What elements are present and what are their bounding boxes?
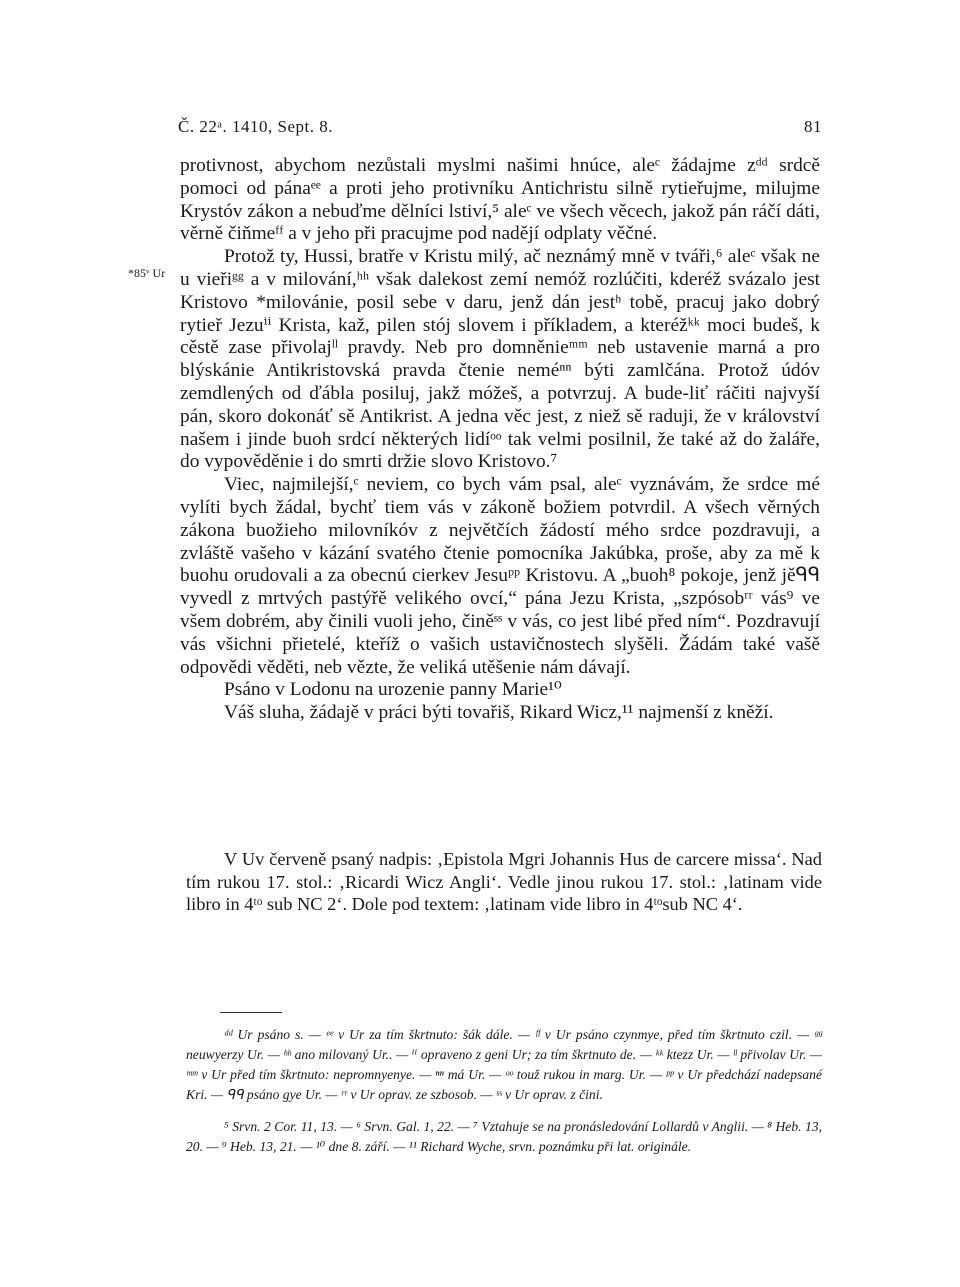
footnote-variants-text: ᵈᵈ Ur psáno s. — ᵉᵉ v Ur za tím škrtnuto: šák dále. — ᶠᶠ v Ur psáno czynmye, před tím škrtnuto czil. — ᵍᵍ neuwyerzy Ur. — ʰʰ ano milovaný Ur.. — ⁱⁱ opraveno z geni Ur; za tím škrtnuto de. — ᵏᵏ ktezz Ur. — ˡˡ přivolav Ur. — ᵐᵐ v Ur před tím škrtnuto: nepromnyenye. — ⁿⁿ má Ur. — ᵒᵒ touž rukou in marg. Ur. — ᵖᵖ v Ur předchází nadepsané Kri. — ᑫᑫ psáno gye Ur. — ʳʳ v Ur oprav. ze szbosob. — ˢˢ v Ur oprav. z čini. xyxy=(186,1027,822,1102)
paragraph-5: Váš sluha, žádajě v práci býti tovařiš, Rikard Wicz,¹¹ najmenší z kněží. xyxy=(224,702,774,724)
paragraph-2: Protož ty, Hussi, bratře v Kristu milý, ač neznámý mně v tváři,⁶ aleᶜ však ne u vieřiᵍᵍ a v milování,ʰʰ však dalekost zemí nemóž rozlúčiti, kderéž svázalo jest Kristovo *milovánie, posil sebe v daru, jenž dán jestʰ tobě, pracuj jako dobrý rytieř Jezuⁱⁱ Krista, kaž, pilen stój slovem i příkladem, a kteréžᵏᵏ moci budeš, k cěstě zase přivolajˡˡ pravdy. Neb pro domněnieᵐᵐ neb ustavenie marná a pro blýskánie Antikristovská pravda čtenie neméⁿⁿ býti zamlčána. Protož údóv zemdlených od ďábla posiluj, jakž móžeš, a potvrzuj. A bude-liť ráčiti najvyší pán, skoro dokonáť sě Antikrist. A jedna věc jest, z niež sě raduji, že v království našem i jinde buoh srdcí některých lidíᵒᵒ tak velmi posilnil, že také až do žaláře, do vypověděnie i do smrti držie slovo Kristovo.⁷ xyxy=(180,246,820,473)
editorial-note xyxy=(186,848,822,916)
footnote-divider xyxy=(220,1012,282,1013)
footnotes-sources xyxy=(186,1117,822,1157)
paragraph-4: Psáno v Lodonu na urozenie panny Marie¹⁰ xyxy=(224,679,562,701)
margin-note: *85ᵛ Ur xyxy=(128,266,166,280)
paragraph-3: Viec, najmilejší,ᶜ neviem, co bych vám psal, aleᶜ vyznávám, že srdce mé vylíti bych žádal, bychť tiem vás v zákoně božiem potvrdil. A všech věrných zákona buožieho milovníkóv z největčích žádostí mého srdce pozdravuji, a zvláště vašeho v kázání svatého čtenie pomocníka Jakúbka, proše, aby za mě k buohu orudovali a za obecnú cierkev Jesuᵖᵖ Kristovu. A „buoh⁸ pokoje, jenž jěᑫᑫ vyvedl z mrtvých pastýřě velikého ovcí,“ pána Jezu Krista, „szpósobʳʳ vás⁹ ve všem dobrém, aby činili vuoli jeho, činěˢˢ v vás, co jest libé před ním“. Pozdravují vás všichni přietelé, kteříž o vašich ustavičnostech slyšěli. Žádám také vašě odpovědi věděti, neb vězte, že veliká utěšenie nám dávají. xyxy=(180,474,820,678)
editorial-note-text: V Uv červeně psaný nadpis: ‚Epistola Mgri Johannis Hus de carcere missa‘. Nad tím rukou 17. stol.: ‚Ricardi Wicz Angli‘. Vedle jinou rukou 17. stol.: ‚latinam vide libro in 4ᵗᵒ sub NC 2‘. Dole pod textem: ‚latinam vide libro in 4ᵗᵒsub NC 4‘. xyxy=(186,849,822,915)
main-text xyxy=(180,155,820,725)
header-title: Č. 22ᵃ. 1410, Sept. 8. xyxy=(178,117,333,136)
page-number: 81 xyxy=(804,117,822,136)
footnotes-variants xyxy=(186,1025,822,1105)
paragraph-1: protivnost, abychom nezůstali myslmi našimi hnúce, aleᶜ žádajme zᵈᵈ srdcě pomoci od pánaᵉᵉ a proti jeho protivníku Antichristu silně rytieřujme, milujme Krystóv zákon a nebuďme dělníci lstiví,⁵ aleᶜ ve všech věcech, jakož pán ráčí dáti, věrně čiňmeᶠᶠ a v jeho při pracujme pod nadějí odplaty věčné. xyxy=(180,155,820,245)
footnote-sources-text: ⁵ Srvn. 2 Cor. 11, 13. — ⁶ Srvn. Gal. 1, 22. — ⁷ Vztahuje se na pronásledování Lollardů v Anglii. — ⁸ Heb. 13, 20. — ⁹ Heb. 13, 21. — ¹⁰ dne 8. září. — ¹¹ Richard Wyche, srvn. poznámku při lat. originále. xyxy=(186,1119,822,1154)
